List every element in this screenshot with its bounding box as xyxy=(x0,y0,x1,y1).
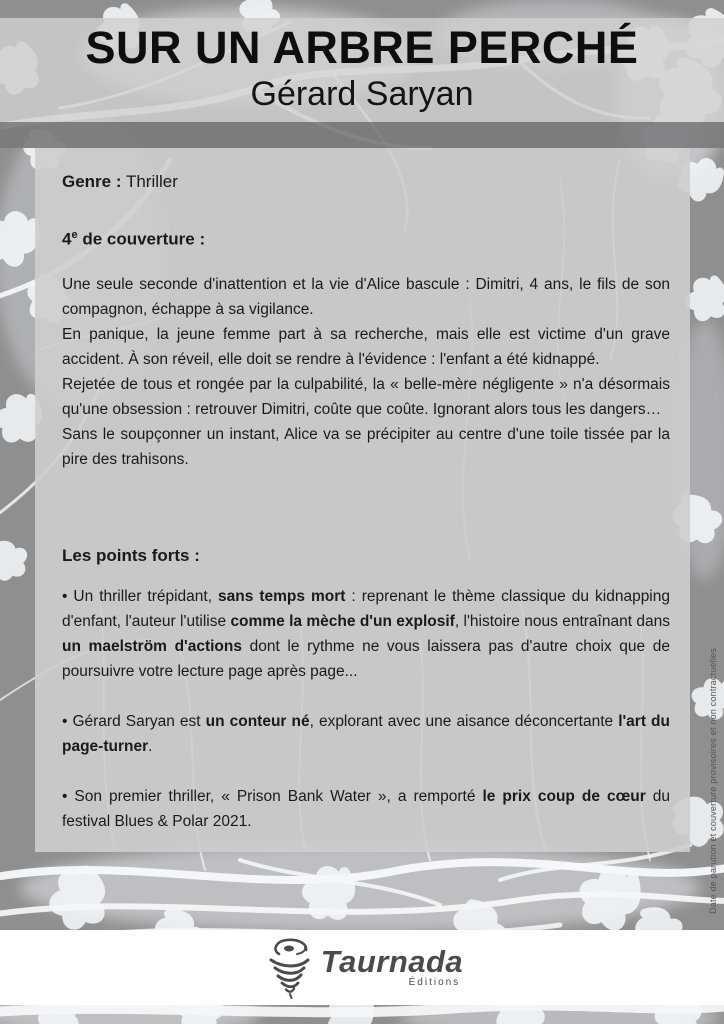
synopsis-line: Sans le soupçonner un instant, Alice va se précipiter au centre d'une toile tissée par la pire des trahisons. xyxy=(62,425,670,468)
genre-label: Genre : xyxy=(62,172,122,191)
point-fort-bullet: • Un thriller trépidant, sans temps mort : reprenant le thème classique du kidnapping d'enfant, l'auteur l'utilise comme la mèche d'un explosif, l'histoire nous entraînant dans un maelström d'actions dont le rythme ne vous laissera pas d'autre choix que de poursuivre votre lecture page après page... xyxy=(62,587,670,680)
point-fort-bullet: • Son premier thriller, « Prison Bank Water », a remporté le prix coup de cœur du festival Blues & Polar 2021. xyxy=(62,787,670,830)
publisher-logo xyxy=(261,937,463,999)
genre-value: Thriller xyxy=(125,172,178,191)
tornado-icon xyxy=(261,937,317,999)
back-cover-heading-sup: e xyxy=(71,229,78,241)
genre-line xyxy=(62,172,670,192)
author-name: Gérard Saryan xyxy=(250,75,474,113)
back-cover-heading-number: 4 xyxy=(62,229,72,249)
publisher-subtitle: Éditions xyxy=(408,977,461,988)
separator-band xyxy=(0,122,724,148)
synopsis-line: En panique, la jeune femme part à sa recherche, mais elle est victime d'un grave accident. À son réveil, elle doit se rendre à l'évidence : l'enfant a été kidnappé. xyxy=(62,325,670,368)
content-panel xyxy=(35,148,690,852)
publisher-wordmark xyxy=(320,944,464,988)
book-title: SUR UN ARBRE PERCHÉ xyxy=(85,22,639,73)
points-forts-heading: Les points forts : xyxy=(62,545,200,565)
footer-band xyxy=(0,930,724,1005)
synopsis-line: Rejetée de tous et rongée par la culpabilité, la « belle-mère négligente » n'a désormais qu'une obsession : retrouver Dimitri, coûte que coûte. Ignorant alors tous les dangers… xyxy=(62,375,670,418)
legal-side-note: Date de parution et couverture provisoires et non contractuelles xyxy=(708,648,718,914)
header-band xyxy=(0,18,724,122)
synopsis-line: Une seule seconde d'inattention et la vie d'Alice bascule : Dimitri, 4 ans, le fils de son compagnon, échappe à sa vigilance. xyxy=(62,275,670,318)
point-fort-bullet: • Gérard Saryan est un conteur né, explorant avec une aisance déconcertante l'art du page-turner. xyxy=(62,712,670,755)
publisher-name: Taurnada xyxy=(320,944,464,979)
back-cover-heading xyxy=(62,225,670,250)
back-cover-heading-rest: de couverture : xyxy=(77,229,206,249)
synopsis-paragraph xyxy=(62,272,670,472)
